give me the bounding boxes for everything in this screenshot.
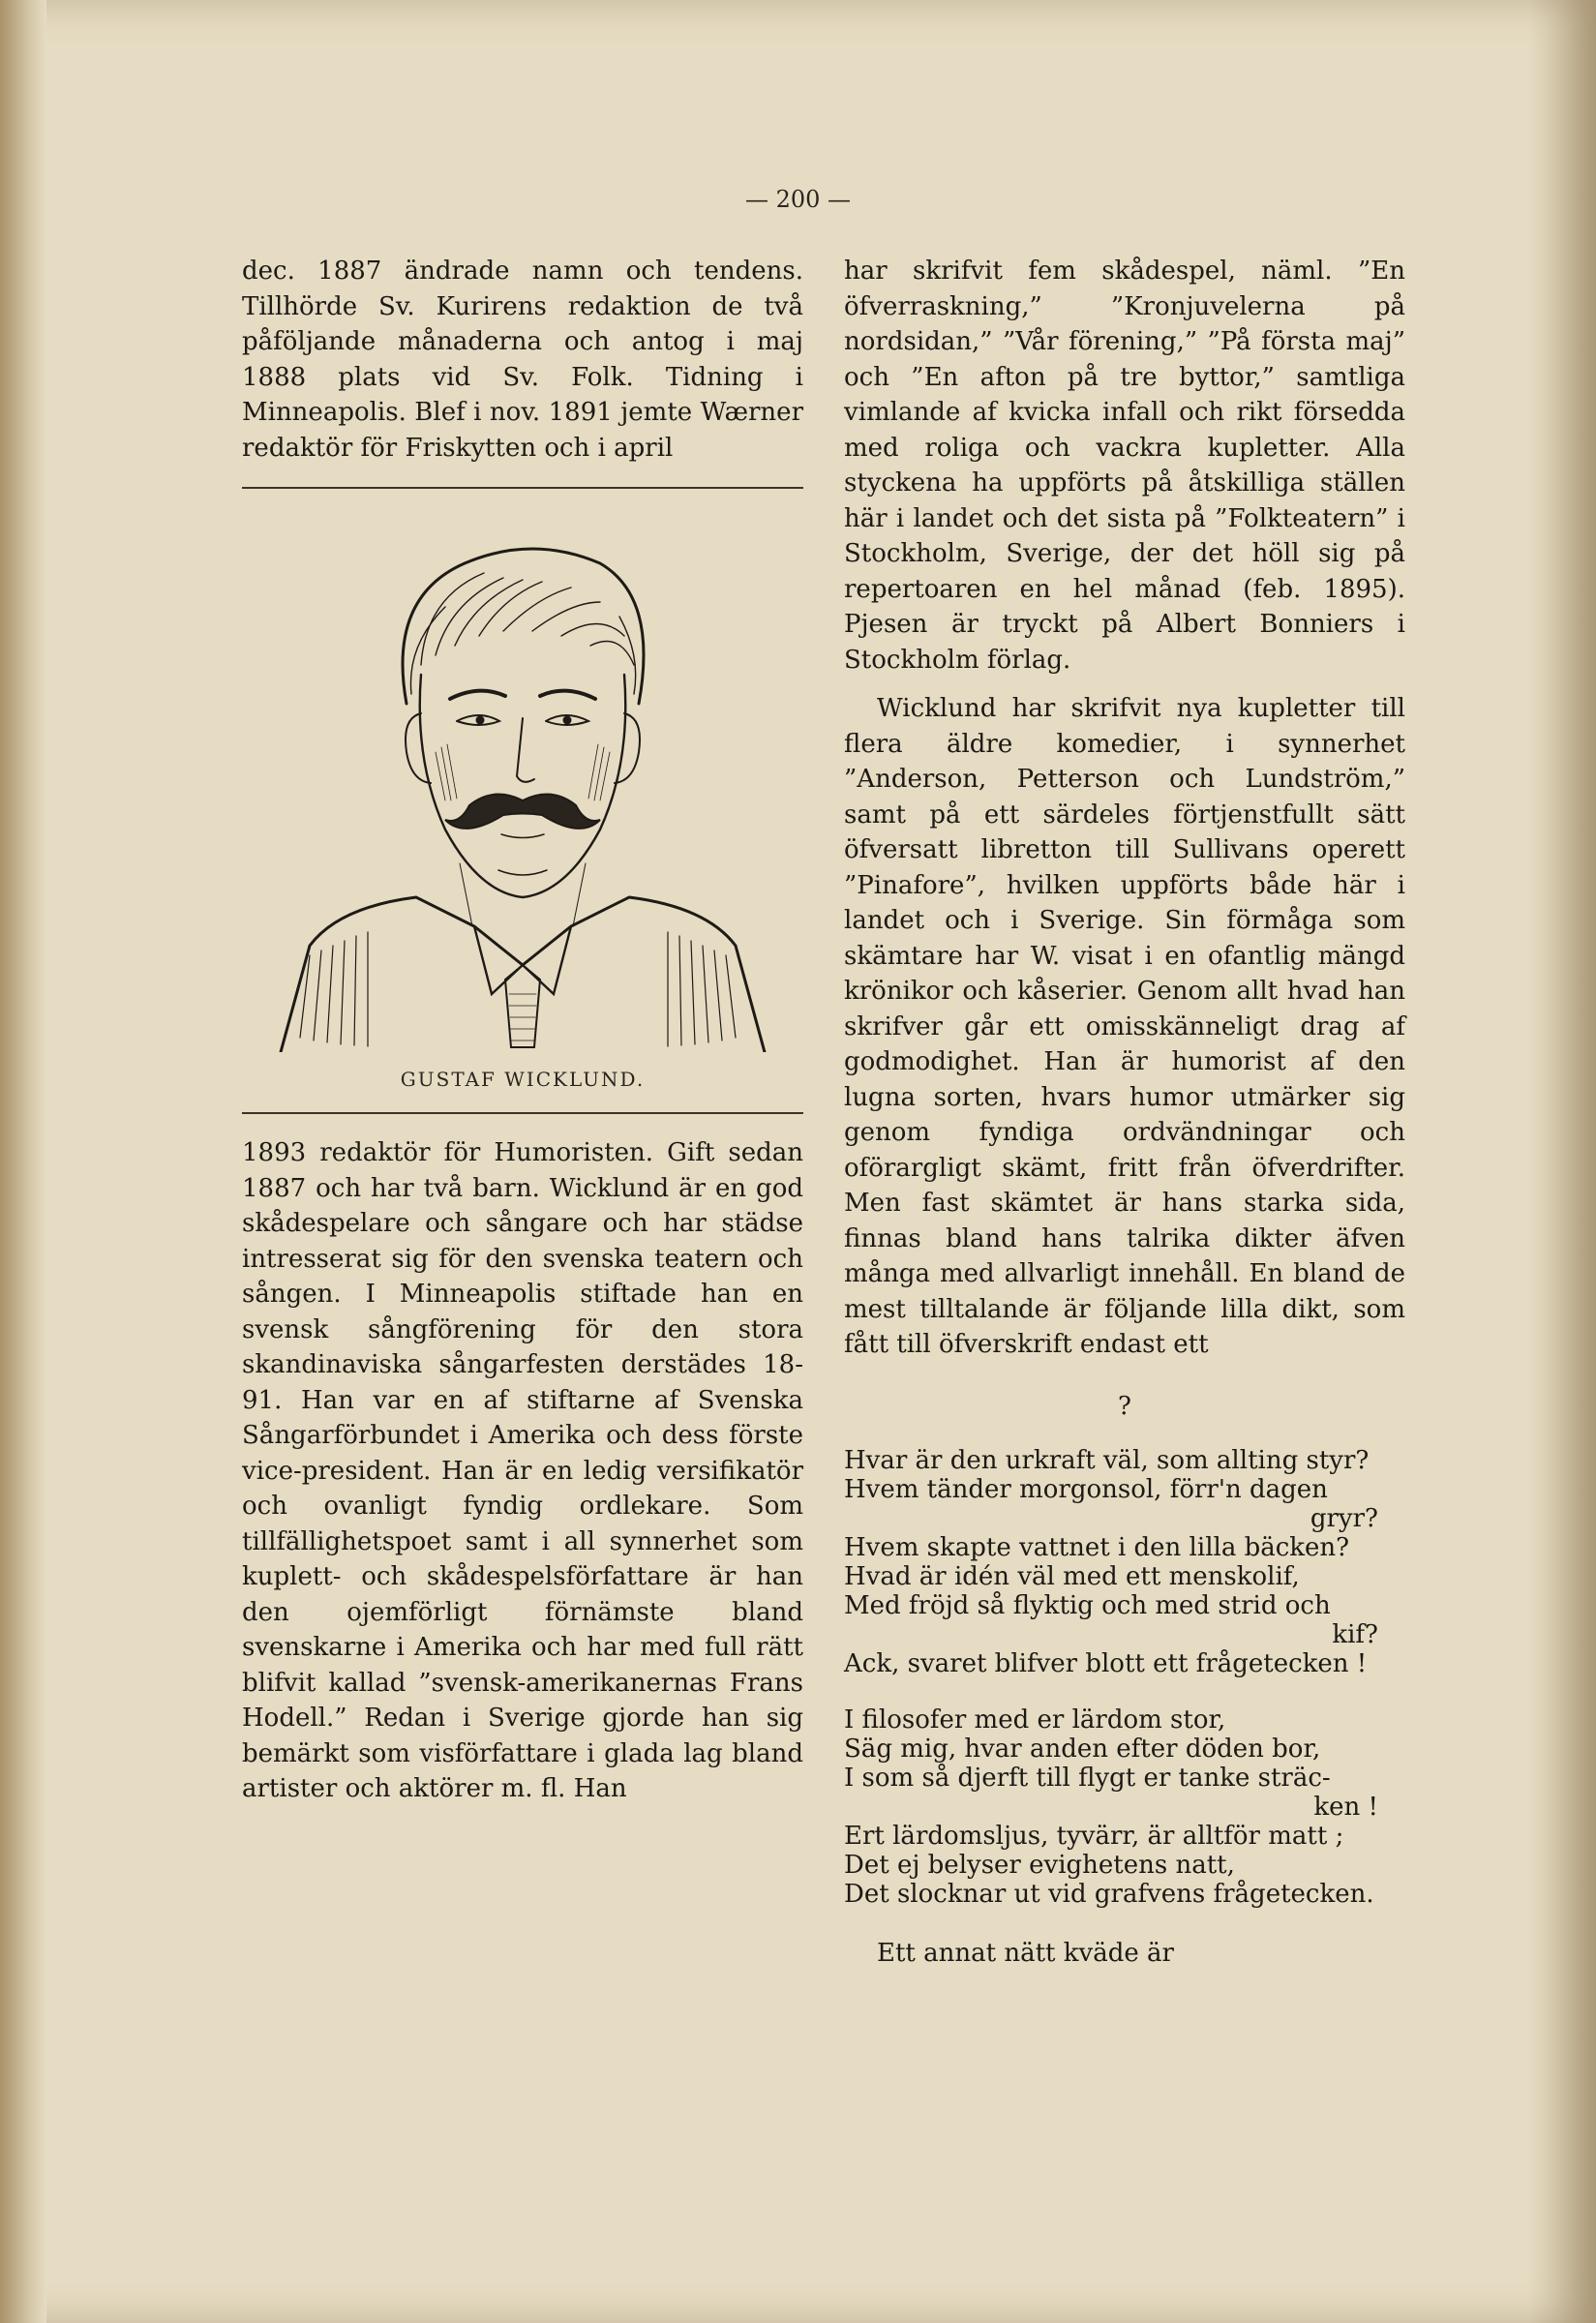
poem-stanza-2	[844, 1705, 1405, 1909]
poem-line: Ert lärdomsljus, tyvärr, är alltför matt ;	[844, 1821, 1344, 1851]
left-column	[242, 254, 803, 1807]
divider-rule	[242, 487, 803, 489]
left-top-paragraph: dec. 1887 ändrade namn och tendens. Tillhörde Sv. Kurirens redaktion de två påföljande månaderna och antog i maj 1888 plats vid Sv. Folk. Tidning i Minneapolis. Blef i nov. 1891 jemte Wærner redaktör för Friskytten och i april	[242, 256, 803, 463]
poem-line: I filosofer med er lärdom stor,	[844, 1705, 1226, 1735]
portrait-caption: GUSTAF WICKLUND.	[400, 1068, 646, 1091]
right-column	[844, 254, 1405, 1971]
poem-line: Säg mig, hvar anden efter döden bor,	[844, 1734, 1321, 1764]
poem-line: Hvar är den urkraft väl, som allting styr?	[844, 1445, 1370, 1475]
poem-title: ?	[1118, 1391, 1131, 1421]
poem-line-continuation: gryr?	[1310, 1503, 1378, 1533]
poem-line: Det ej belyser evighetens natt,	[844, 1850, 1235, 1880]
closing-line: Ett annat nätt kväde är	[877, 1938, 1174, 1968]
poem-line: Ack, svaret blifver blott ett frågetecken !	[844, 1648, 1368, 1678]
poem-stanza-1	[844, 1446, 1405, 1678]
right-paragraph-1: har skrifvit fem skådespel, näml. ”En öfverraskning,” ”Kronjuvelerna på nordsidan,” ”Vår förening,” ”På första maj” och ”En afton på tre byttor,” samtliga vimlande af kvicka infall och rikt försedda med roliga och vackra kupletter. Alla styckena ha uppförts på åtskilliga ställen här i landet och det sista på ”Folkteatern” i Stockholm, Sverige, der det höll sig på repertoaren en hel månad (feb. 1895). Pjesen är tryckt på Albert Bonniers i Stockholm förlag.	[844, 256, 1405, 675]
left-bottom-paragraph: 1893 redaktör för Humoristen. Gift sedan 1887 och har två barn. Wicklund är en god skådespelare och sångare och har städse intresserat sig för den svenska teatern och sången. I Minneapolis stiftade han en svensk sångförening för den stora skandinaviska sångarfesten derstädes 18-91. Han var en af stiftarne af Svenska Sångarförbundet i Amerika och dess förste vice-president. Han är en ledig versifikatör och ovanligt fyndig ordlekare. Som tillfällighetspoet samt i all synnerhet som kuplett- och skådespelsförfattare är han den ojemförligt förnämste bland svenskarne i Amerika och har med full rätt blifvit kallad ”svensk-amerikanernas Frans Hodell.” Redan i Sverige gjorde han sig bemärkt som visförfattare i glada lag bland artister och aktörer m. fl. Han	[242, 1138, 803, 1803]
poem-line-continuation: kif?	[1332, 1619, 1378, 1649]
page-binding-shadow	[0, 0, 46, 2323]
right-paragraph-2: Wicklund har skrifvit nya kupletter till flera äldre komedier, i synnerhet ”Anderson, Petterson och Lundström,” samt på ett särdeles förtjenstfullt sätt öfversatt libretton till Sullivans operett ”Pinafore”, hvilken uppförts både här i landet och i Sverige. Sin förmåga som skämtare har W. visat i en ofantlig mängd krönikor och kåserier. Genom allt hvad han skrifver går ett omisskänneligt drag af godmodighet. Han är humorist af den lugna sorten, hvars humor utmärker sig genom fyndiga ordvändningar och oförargligt skämt, fritt från öfverdrifter. Men fast skämtet är hans starka sida, finnas bland hans talrika dikter äfven många med allvarligt innehåll. En bland de mest tilltalande är följande lilla dikt, som fått till öfverskrift endast ett	[844, 694, 1405, 1359]
poem-line: Hvem tänder morgonsol, förr'n dagen	[844, 1474, 1328, 1504]
page-number: — 200 —	[744, 186, 852, 213]
page-edge-shadow	[1528, 0, 1596, 2323]
poem-line: Med fröjd så flyktig och med strid och	[844, 1590, 1331, 1620]
poem-line-continuation: ken !	[1313, 1792, 1378, 1822]
portrait-engraving	[252, 510, 794, 1052]
poem-line: Hvem skapte vattnet i den lilla bäcken?	[844, 1532, 1350, 1562]
poem-line: Det slocknar ut vid grafvens frågetecken.	[844, 1879, 1374, 1909]
stanza-spacer	[844, 1678, 1405, 1705]
divider-rule	[242, 1112, 803, 1114]
poem-line: I som så djerft till flygt er tanke sträc-	[844, 1763, 1331, 1793]
poem-line: Hvad är idén väl med ett menskolif,	[844, 1561, 1300, 1591]
